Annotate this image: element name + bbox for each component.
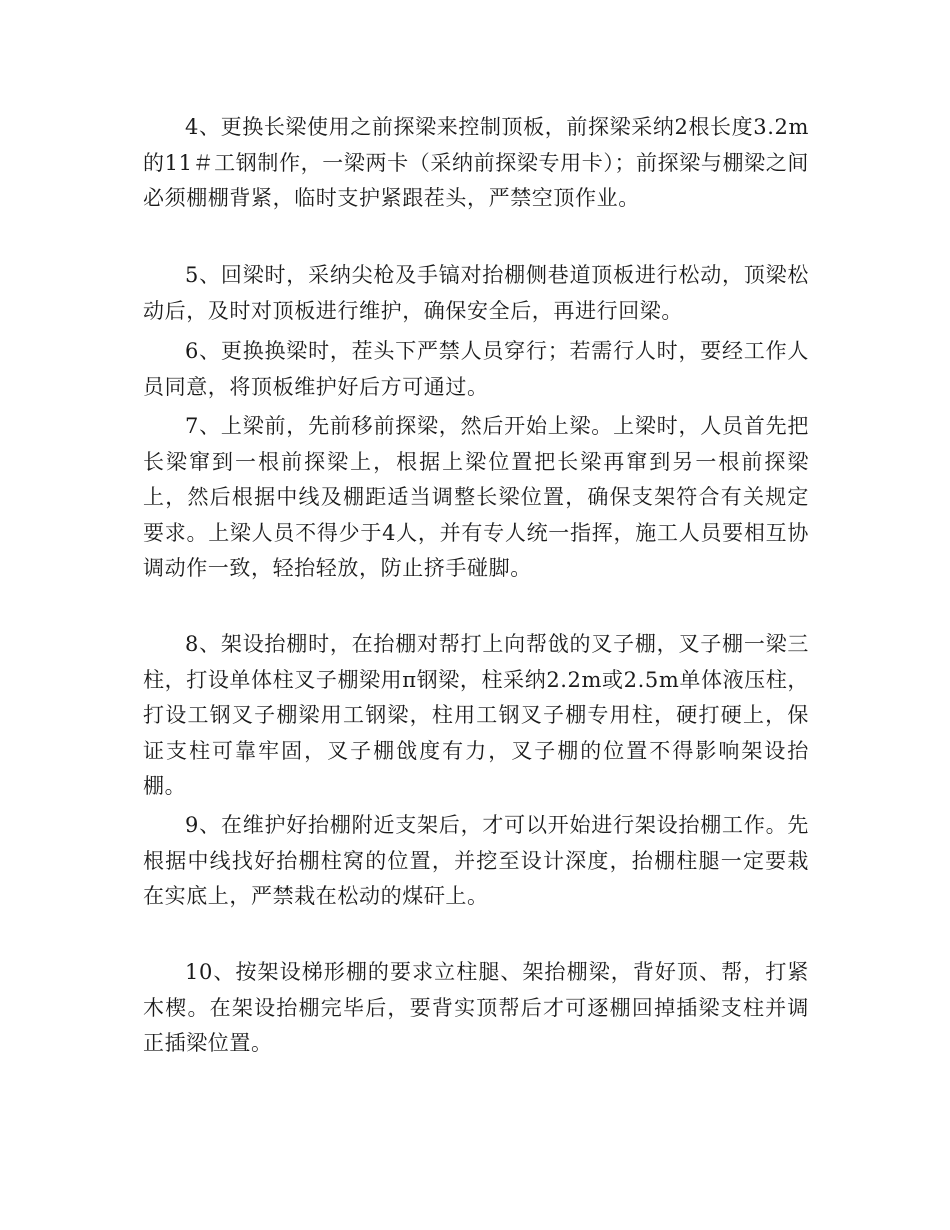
paragraph-item-8: 8、架设抬棚时，在抬棚对帮打上向帮戗的叉子棚，叉子棚一梁三柱，打设单体柱叉子棚梁用π钢梁，柱采纳2.2m或2.5m单体液压柱，打设工钢叉子棚梁用工钢梁，柱用工钢叉子棚专用柱，硬打硬上，保证支柱可靠牢固，叉子棚戗度有力，叉子棚的位置不得影响架设抬棚。	[143, 632, 809, 798]
paragraph-item-6: 6、更换换梁时，茬头下严禁人员穿行；若需行人时，要经工作人员同意，将顶板维护好后方可通过。	[143, 339, 809, 399]
paragraph-item-5: 5、回梁时，采纳尖枪及手镐对抬棚侧巷道顶板进行松动，顶梁松动后，及时对顶板进行维护，确保安全后，再进行回梁。	[143, 263, 809, 323]
paragraph-item-10: 10、按架设梯形棚的要求立柱腿、架抬棚梁，背好顶、帮，打紧木楔。在架设抬棚完毕后，要背实顶帮后才可逐棚回掉插梁支柱并调正插梁位置。	[143, 960, 809, 1055]
paragraph-item-9: 9、在维护好抬棚附近支架后，才可以开始进行架设抬棚工作。先根据中线找好抬棚柱窝的位置，并挖至设计深度，抬棚柱腿一定要栽在实底上，严禁栽在松动的煤矸上。	[143, 813, 809, 908]
paragraph-item-7: 7、上梁前，先前移前探梁，然后开始上梁。上梁时，人员首先把长梁窜到一根前探梁上，根据上梁位置把长梁再窜到另一根前探梁上，然后根据中线及棚距适当调整长梁位置，确保支架符合有关规定要求。上梁人员不得少于4人，并有专人统一指挥，施工人员要相互协调动作一致，轻抬轻放，防止挤手碰脚。	[143, 414, 809, 580]
paragraph-item-4: 4、更换长梁使用之前探梁来控制顶板，前探梁采纳2根长度3.2m的11＃工钢制作，一梁两卡（采纳前探梁专用卡）；前探梁与棚梁之间必须棚棚背紧，临时支护紧跟茬头，严禁空顶作业。	[143, 115, 809, 210]
